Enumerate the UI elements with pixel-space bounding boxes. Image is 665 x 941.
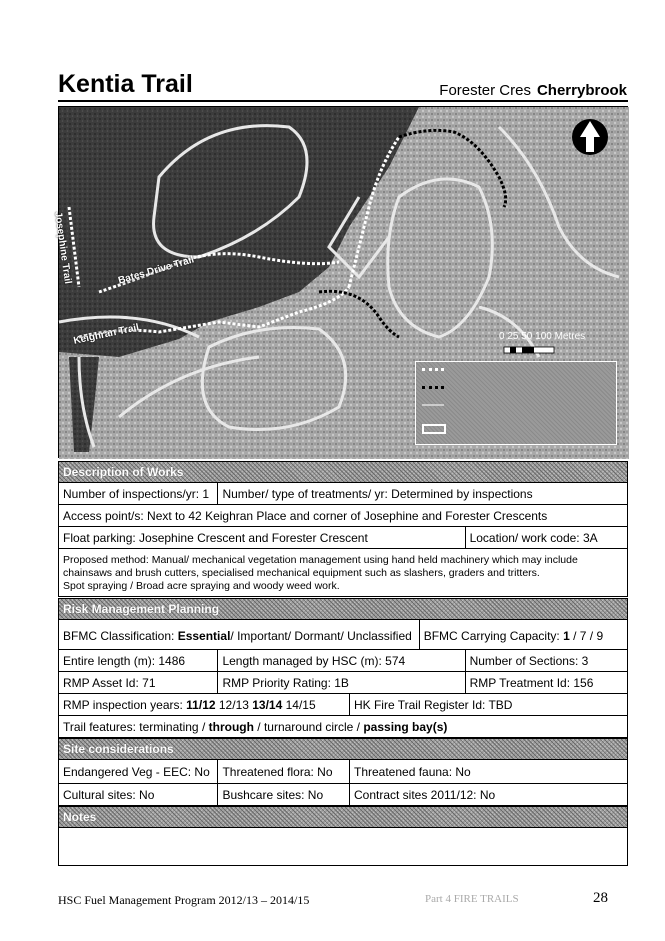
trail-map [52,106,628,458]
method-line: Spot spraying / Broad acre spraying and woody weed work. [63,580,340,592]
legend-item [422,368,448,371]
north-arrow-icon [572,119,608,155]
footer-program: HSC Fuel Management Program 2012/13 – 2014/15 [58,893,310,907]
table-row [58,650,628,672]
legend-item [422,404,448,406]
classification-cell: BFMC Classification: Essential/ Important/ Dormant/ Unclassified [59,620,420,649]
trail-label-keighran: Keighran Trail [72,322,141,347]
contract-cell: Contract sites 2011/12: No [353,788,496,802]
method-cell [59,549,627,596]
method-line: chainsaws and brush cutters, specialised mechanical equipment such as slashers, graders and tritters. [63,567,540,579]
priority-cell: RMP Priority Rating: 1B [218,672,465,693]
entire-length-cell: Entire length (m): 1486 [59,650,218,671]
page-number: 28 [593,890,608,906]
suburb-name: Cherrybrook [536,82,627,99]
table-row [58,527,628,549]
trail-location [439,82,627,99]
eec-cell: Endangered Veg - EEC: No [59,760,218,783]
section-description: Description of Works [58,461,628,483]
legend-item [422,386,448,389]
float-parking-cell: Float parking: Josephine Crescent and Forester Crescent [59,527,466,548]
capacity-cell: BFMC Carrying Capacity: 1 / 7 / 9 [423,629,604,643]
bushcare-cell: Bushcare sites: No [218,784,350,805]
page-title: Kentia Trail [58,70,193,98]
table-row [58,549,628,597]
title-rule [58,100,628,102]
section-notes: Notes [58,806,628,828]
notes-area [58,828,628,866]
street-name: Forester Cres [439,82,531,99]
notes-cell [59,828,627,865]
length-managed-cell: Length managed by HSC (m): 574 [218,650,465,671]
location-code-cell: Location/ work code: 3A [469,531,598,545]
map-legend [415,361,617,445]
footer-part: Part 4 FIRE TRAILS [425,893,519,905]
sections-cell: Number of Sections: 3 [469,654,589,668]
table-row [58,505,628,527]
trail-label-josephine: Josephine Trail [52,211,74,285]
section-risk: Risk Management Planning [58,598,628,620]
table-row [58,620,628,650]
treatments-cell: Number/ type of treatments/ yr: Determined by inspections [222,487,533,501]
table-row [58,716,628,738]
scale-label: 0 25 50 100 Metres [499,331,586,342]
treatment-id-cell: RMP Treatment Id: 156 [469,676,594,690]
method-line: Proposed method: Manual/ mechanical vegetation management using hand held machinery which may include [63,554,578,566]
asset-id-cell: RMP Asset Id: 71 [59,672,218,693]
inspection-years-cell: RMP inspection years: 11/12 12/13 13/14 14/15 [59,694,350,715]
fauna-cell: Threatened fauna: No [353,765,471,779]
scale-bar [504,347,554,353]
table-row [58,760,628,784]
access-cell: Access point/s: Next to 42 Keighran Place and corner of Josephine and Forester Crescents [63,509,548,523]
features-cell: Trail features: terminating / through / turnaround circle / passing bay(s) [63,720,448,734]
table-row [58,694,628,716]
legend-item [422,424,450,434]
trail-label-bates: Bates Drive Trail [117,254,196,287]
section-site: Site considerations [58,738,628,760]
table-row [58,672,628,694]
flora-cell: Threatened flora: No [218,760,350,783]
inspections-cell: Number of inspections/yr: 1 [59,483,218,504]
table-row [58,483,628,505]
register-cell: HK Fire Trail Register Id: TBD [353,698,513,712]
cultural-cell: Cultural sites: No [59,784,218,805]
table-row [58,784,628,806]
